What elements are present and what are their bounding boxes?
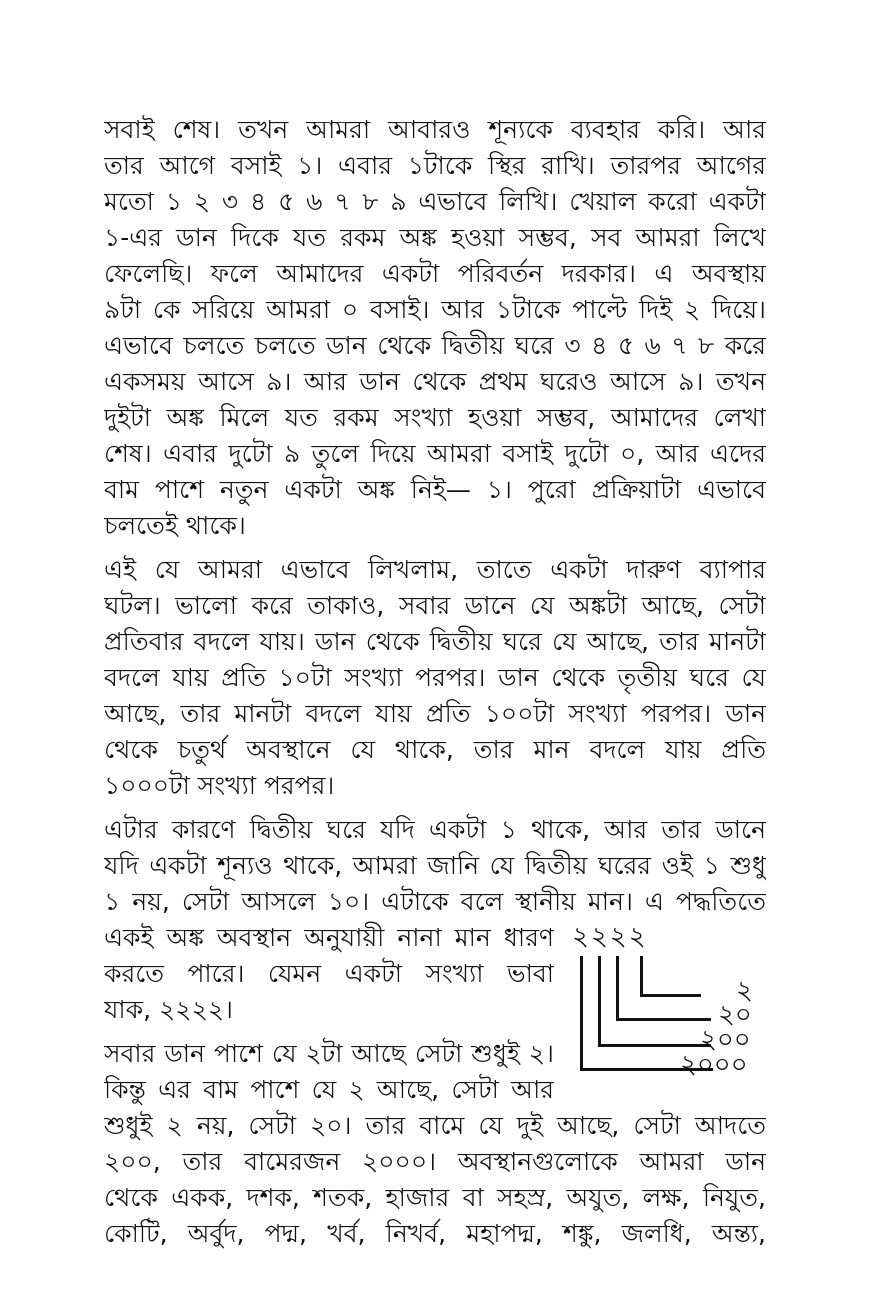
text-line: সবাই শেষ। তখন আমরা আবারও শূন্যকে ব্যবহার করি। আর <box>104 115 766 144</box>
text-line: এটার কারণে দ্বিতীয় ঘরে যদি একটা ১ থাকে, আর তার ডানে <box>104 815 766 844</box>
text-line: ফেলেছি। ফলে আমাদের একটা পরিবর্তন দরকার। এ অবস্থায় <box>104 259 766 288</box>
text-line: ১ নয়, সেটা আসলে ১০। এটাকে বলে স্থানীয় মান। এ পদ্ধতিতে <box>104 887 766 916</box>
value-ones: ২ <box>736 976 753 1006</box>
text-line: ঘটল। ভালো করে তাকাও, সবার ডানে যে অঙ্কটা আছে, সেটা <box>104 591 766 620</box>
text-line: যাক, ২২২২। <box>104 995 233 1024</box>
text-line: করতে পারে। যেমন একটা সংখ্যা ভাবা <box>104 959 554 988</box>
place-value-diagram <box>560 920 770 1090</box>
value-hundreds: ২০০ <box>700 1025 751 1055</box>
text-line: কোটি, অর্বুদ, পদ্ম, খর্ব, নিখর্ব, মহাপদ্ম, শঙ্কু, জলধি, অন্ত্য, <box>104 1219 766 1248</box>
text-line: শেষ। এবার দুটো ৯ তুলে দিয়ে আমরা বসাই দুটো ০, আর এদের <box>104 439 766 468</box>
text-line: বাম পাশে নতুন একটা অঙ্ক নিই— ১। পুরো প্রক্রিয়াটা এভাবে <box>104 475 766 504</box>
value-thousands: ২০০০ <box>680 1050 748 1080</box>
text-line: ৯টা কে সরিয়ে আমরা ০ বসাই। আর ১টাকে পাল্টে দিই ২ দিয়ে। <box>104 295 766 324</box>
text-line: একই অঙ্ক অবস্থান অনুযায়ী নানা মান ধারণ <box>104 923 554 952</box>
text-line: প্রতিবার বদলে যায়। ডান থেকে দ্বিতীয় ঘরে যে আছে, তার মানটা <box>104 627 766 656</box>
text-line: ১০০০টা সংখ্যা পরপর। <box>104 771 335 800</box>
text-line: দুইটা অঙ্ক মিলে যত রকম সংখ্যা হওয়া সম্ভব, আমাদের লেখা <box>104 403 766 432</box>
text-line: থেকে একক, দশক, শতক, হাজার বা সহস্র, অযুত, লক্ষ, নিযুত, <box>104 1183 766 1212</box>
text-line: আছে, তার মানটা বদলে যায় প্রতি ১০০টা সংখ্যা পরপর। ডান <box>104 699 766 728</box>
text-line: যদি একটা শূন্যও থাকে, আমরা জানি যে দ্বিতীয় ঘরের ওই ১ শুধু <box>104 851 766 880</box>
text-line: শুধুই ২ নয়, সেটা ২০। তার বামে যে দুই আছে, সেটা আদতে <box>104 1111 766 1140</box>
text-line: মতো ১ ২ ৩ ৪ ৫ ৬ ৭ ৮ ৯ এভাবে লিখি। খেয়াল করো একটা <box>104 187 766 216</box>
text-line: চলতেই থাকে। <box>104 511 246 540</box>
text-line: সবার ডান পাশে যে ২টা আছে সেটা শুধুই ২। <box>104 1039 554 1068</box>
text-line: ২০০, তার বামেরজন ২০০০। অবস্থানগুলোকে আমরা ডান <box>104 1147 766 1176</box>
text-line: বদলে যায় প্রতি ১০টা সংখ্যা পরপর। ডান থেকে তৃতীয় ঘরে যে <box>104 663 766 692</box>
text-line: এভাবে চলতে চলতে ডান থেকে দ্বিতীয় ঘরে ৩ ৪ ৫ ৬ ৭ ৮ করে <box>104 331 766 360</box>
diagram-number: ২২২২ <box>572 922 648 952</box>
text-line: থেকে চতুর্থ অবস্থানে যে থাকে, তার মান বদলে যায় প্রতি <box>104 735 766 764</box>
text-line: এই যে আমরা এভাবে লিখলাম, তাতে একটা দারুণ ব্যাপার <box>104 555 766 584</box>
text-line: কিন্তু এর বাম পাশে যে ২ আছে, সেটা আর <box>104 1075 554 1104</box>
text-line: ১-এর ডান দিকে যত রকম অঙ্ক হওয়া সম্ভব, সব আমরা লিখে <box>104 223 766 252</box>
value-tens: ২০ <box>718 1000 752 1030</box>
text-line: একসময় আসে ৯। আর ডান থেকে প্রথম ঘরেও আসে ৯। তখন <box>104 367 766 396</box>
text-line: তার আগে বসাই ১। এবার ১টাকে স্থির রাখি। তারপর আগের <box>104 151 766 180</box>
